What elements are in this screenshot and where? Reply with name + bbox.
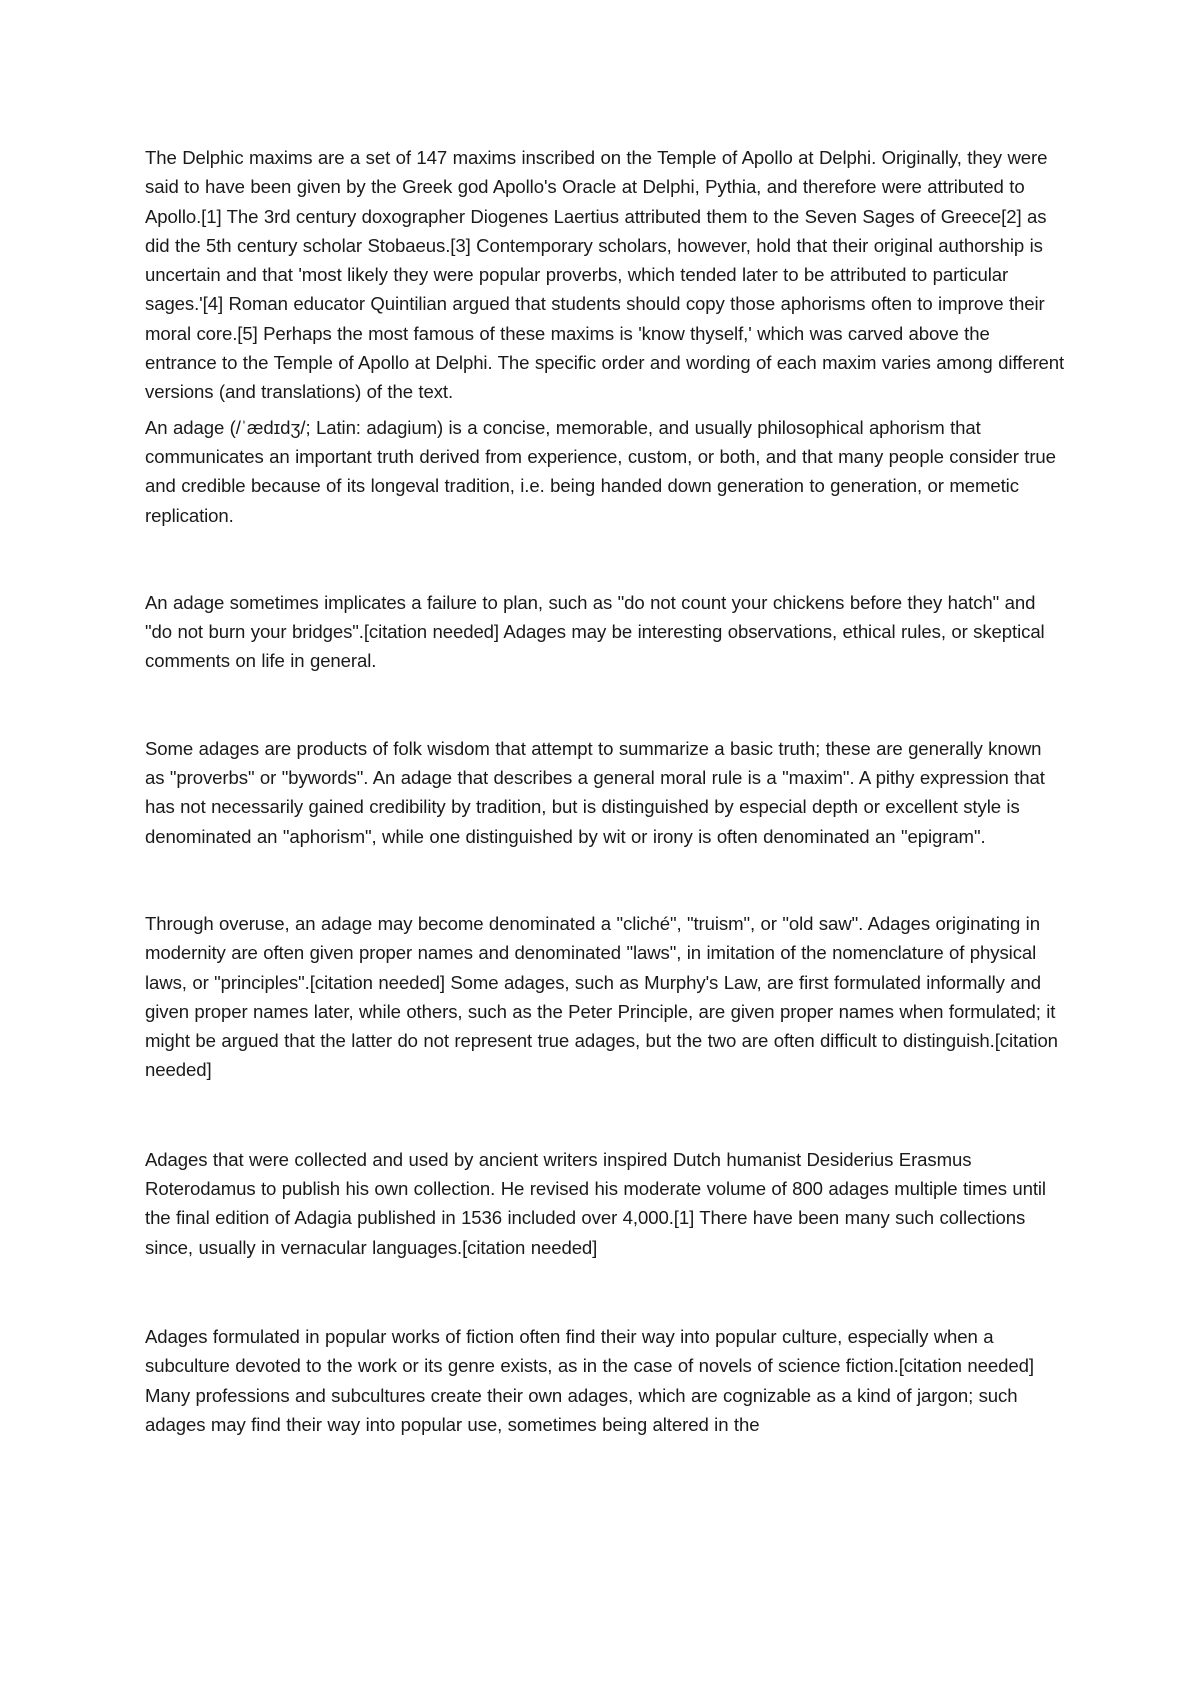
paragraph-popular-fiction: Adages formulated in popular works of fiction often find their way into popular culture, especially when a subculture devoted to the work or its genre exists, as in the case of novels of science fiction.[citation needed] Many professions and subcultures create their own adages, which are cognizable as a kind of jargon; such adages may find their way into popular use, sometimes being altered in the [145,1325,1034,1435]
paragraph-adage-definition: An adage (/ˈædɪdʒ/; Latin: adagium) is a concise, memorable, and usually philosophical aphorism that communicates an important truth derived from experience, custom, or both, and that many people consider true and credible because of its longeval tradition, i.e. being handed down generation to generation, or memetic replication. [145,416,1056,526]
paragraph-overuse: Through overuse, an adage may become denominated a "cliché", "truism", or "old saw". Adages originating in modernity are often given proper names and denominated "laws", in imitation of the nomenclature of physical laws, or "principles".[citation needed] Some adages, such as Murphy's Law, are first formulated informally and given proper names later, while others, such as the Peter Principle, are given proper names when formulated; it might be argued that the latter do not represent true adages, but the two are often difficult to distinguish.[citation needed] [145,912,1058,1081]
document-body [145,143,1065,1439]
paragraph-erasmus: Adages that were collected and used by ancient writers inspired Dutch humanist Desiderius Erasmus Roterodamus to publish his own collection. He revised his moderate volume of 800 adages multiple times until the final edition of Adagia published in 1536 included over 4,000.[1] There have been many such collections since, usually in vernacular languages.[citation needed] [145,1148,1046,1258]
paragraph-folk-wisdom: Some adages are products of folk wisdom that attempt to summarize a basic truth; these are generally known as "proverbs" or "bywords". An adage that describes a general moral rule is a "maxim". A pithy expression that has not necessarily gained credibility by tradition, but is distinguished by especial depth or excellent style is denominated an "aphorism", while one distinguished by wit or irony is often denominated an "epigram". [145,737,1045,847]
paragraph-adage-planning: An adage sometimes implicates a failure to plan, such as "do not count your chickens before they hatch" and "do not burn your bridges".[citation needed] Adages may be interesting observations, ethical rules, or skeptical comments on life in general. [145,591,1045,672]
paragraph-delphic-maxims: The Delphic maxims are a set of 147 maxims inscribed on the Temple of Apollo at Delphi. Originally, they were said to have been given by the Greek god Apollo's Oracle at Delphi, Pythia, and therefore were attributed to Apollo.[1] The 3rd century doxographer Diogenes Laertius attributed them to the Seven Sages of Greece[2] as did the 5th century scholar Stobaeus.[3] Contemporary scholars, however, hold that their original authorship is uncertain and that 'most likely they were popular proverbs, which tended later to be attributed to particular sages.'[4] Roman educator Quintilian argued that students should copy those aphorisms often to improve their moral core.[5] Perhaps the most famous of these maxims is 'know thyself,' which was carved above the entrance to the Temple of Apollo at Delphi. The specific order and wording of each maxim varies among different versions (and translations) of the text. [145,147,1065,403]
